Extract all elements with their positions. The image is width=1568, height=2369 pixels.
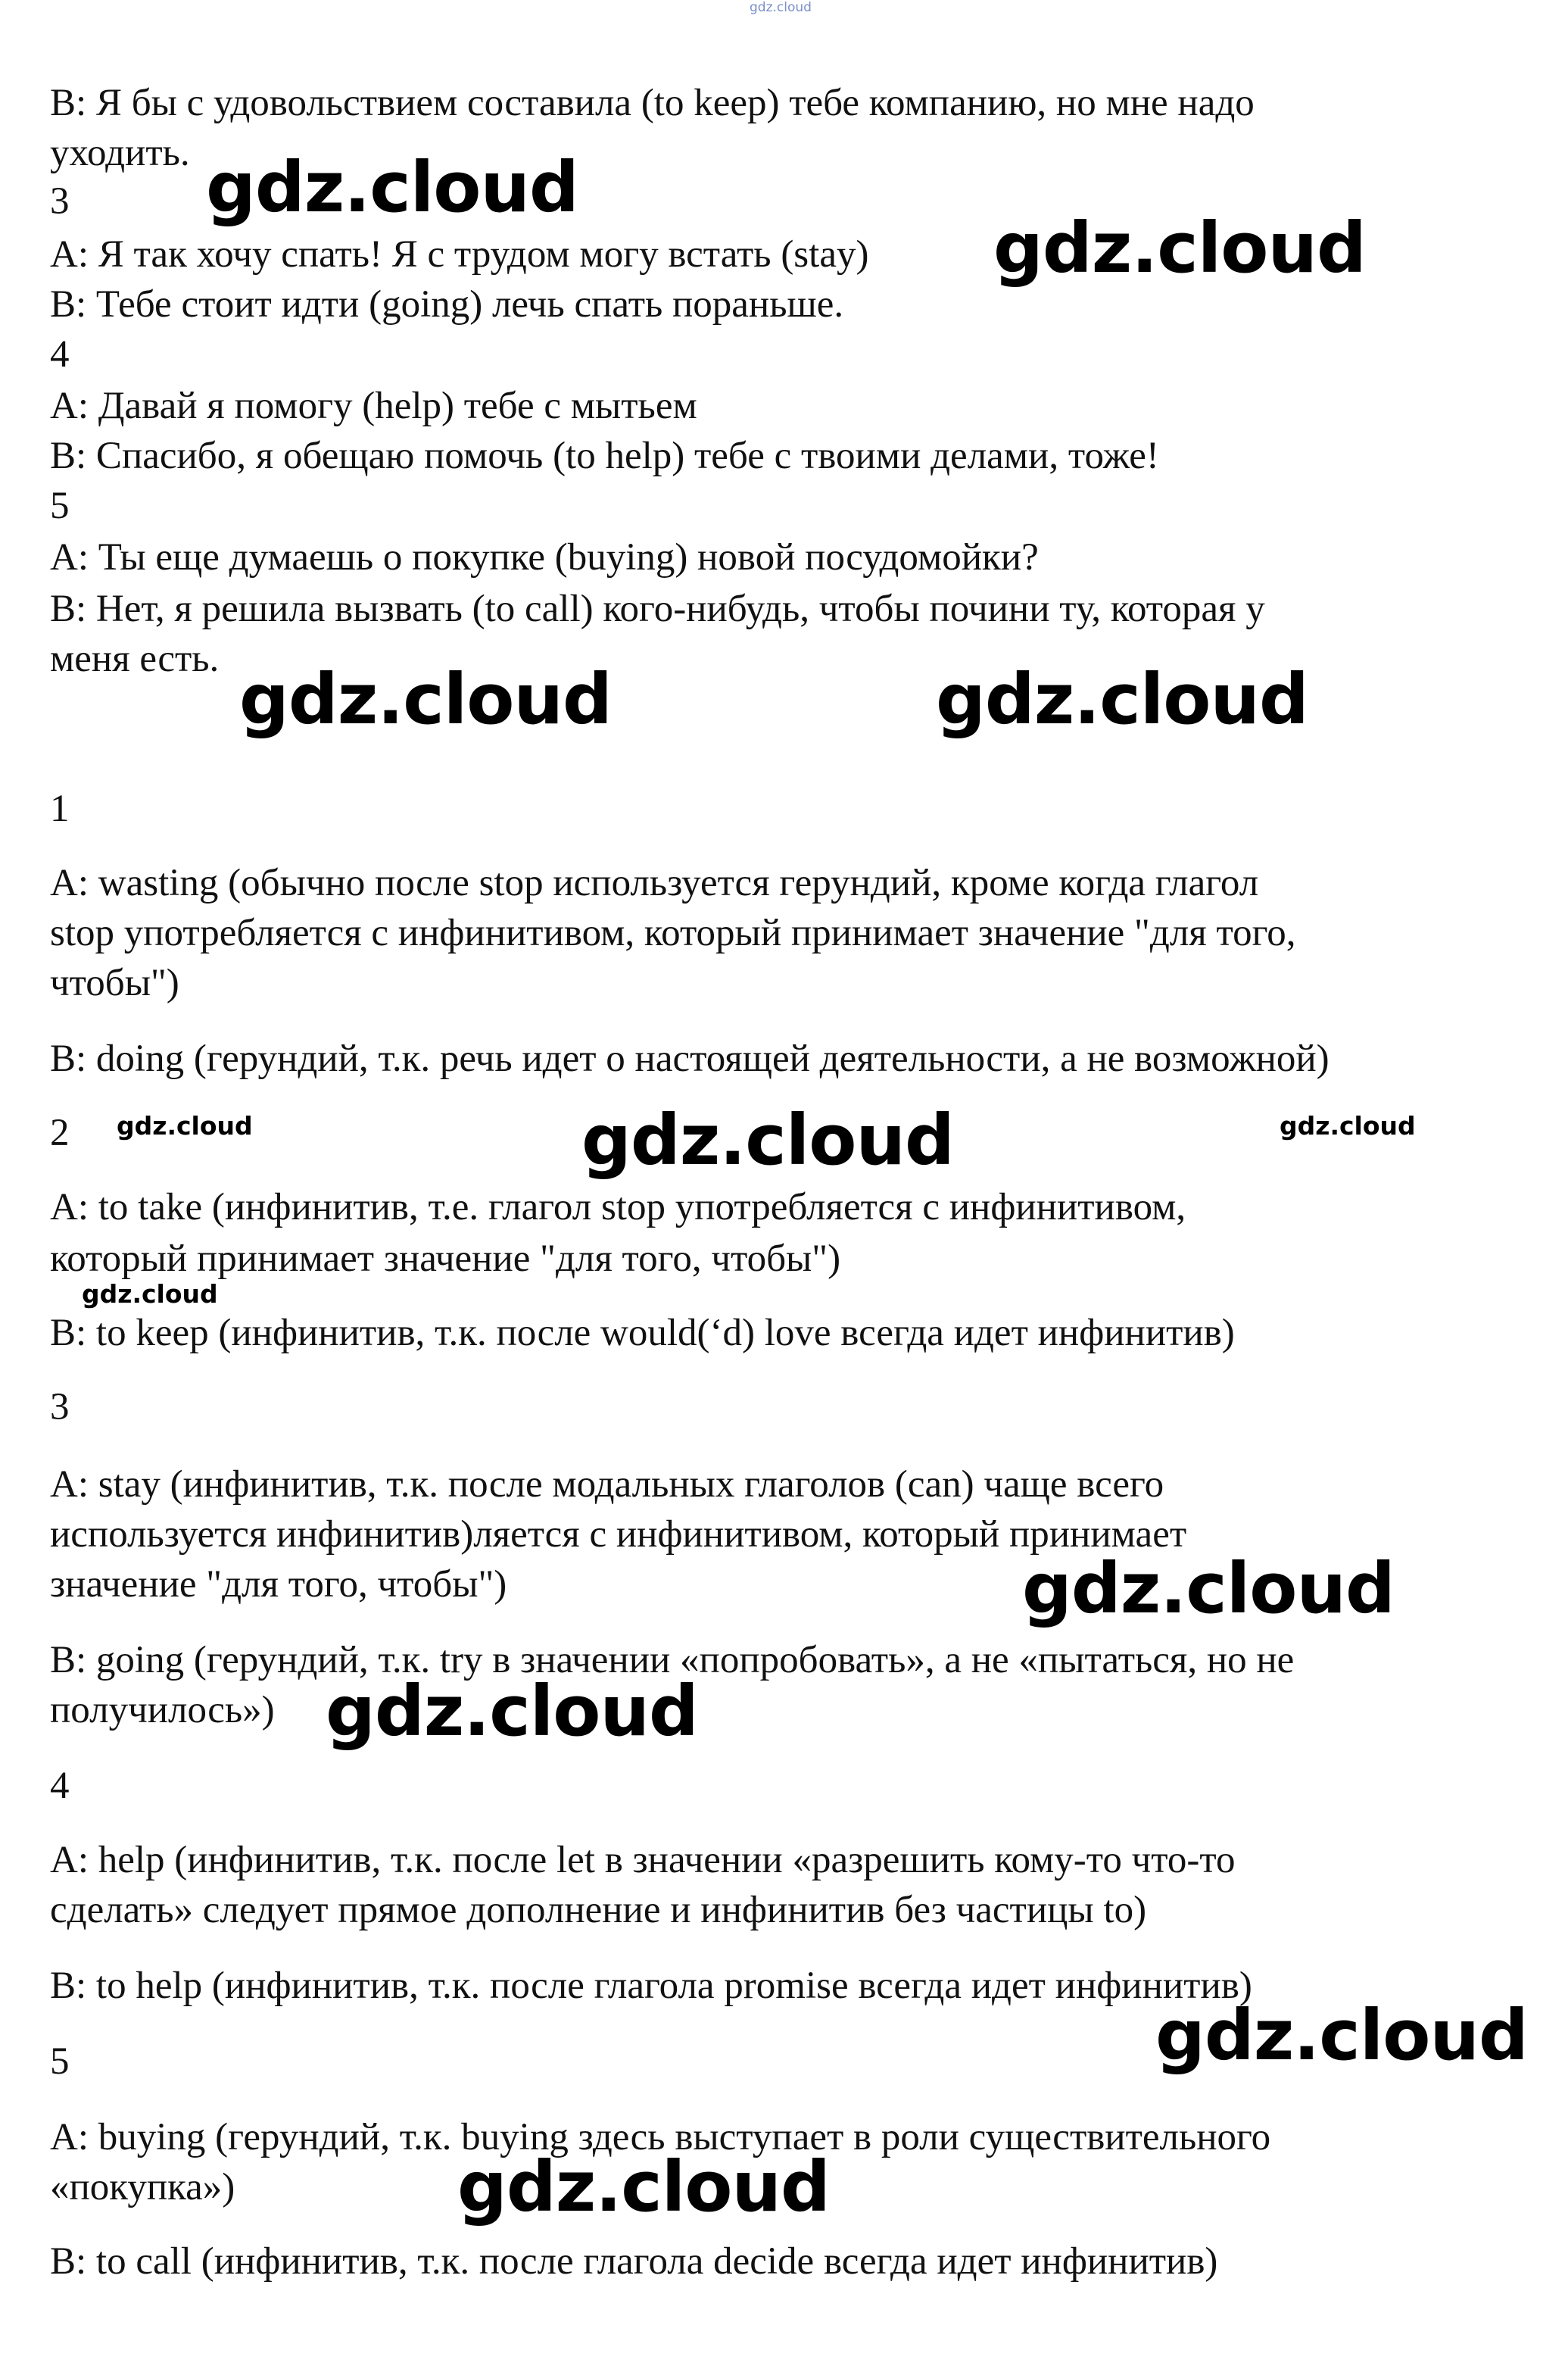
item-number: 1 [50, 788, 70, 830]
answer-line: чтобы") [50, 962, 179, 1004]
answer-line: B: to keep (инфинитив, т.к. после would(‘d) love всегда идет инфинитив) [50, 1312, 1235, 1354]
answer-line: получилось») [50, 1689, 275, 1731]
watermark: gdz.cloud [239, 659, 612, 740]
answer-line: B: doing (герундий, т.к. речь идет о настоящей деятельности, а не возможной) [50, 1038, 1330, 1080]
answer-line: B: going (герундий, т.к. try в значении «попробовать», а не «пытаться, но не [50, 1639, 1295, 1681]
answer-line: B: to help (инфинитив, т.к. после глагола promise всегда идет инфинитив) [50, 1965, 1252, 2007]
item-number: 4 [50, 1765, 70, 1807]
answer-line: A: help (инфинитив, т.к. после let в значении «разрешить кому-то что-то [50, 1839, 1236, 1881]
watermark: gdz.cloud [1155, 1995, 1528, 2076]
text-line: B: Я бы с удовольствием составила (to keep) тебе компанию, но мне надо [50, 82, 1255, 124]
watermark: gdz.cloud [326, 1671, 698, 1752]
answer-line: stop употребляется с инфинитивом, который принимает значение "для того, [50, 912, 1296, 954]
watermark: gdz.cloud [581, 1100, 954, 1181]
watermark: gdz.cloud [936, 659, 1308, 740]
text-line: меня есть. [50, 638, 220, 680]
watermark: gdz.cloud [1022, 1548, 1395, 1629]
watermark: gdz.cloud [206, 147, 578, 228]
text-line: уходить. [50, 132, 190, 174]
watermark: gdz.cloud [117, 1111, 253, 1141]
answer-line: который принимает значение "для того, чтобы") [50, 1238, 841, 1280]
text-line: A: Я так хочу спать! Я с трудом могу встать (stay) [50, 233, 869, 276]
item-number: 2 [50, 1112, 70, 1154]
answer-line: используется инфинитив)ляется с инфинитивом, который принимает [50, 1513, 1187, 1556]
text-line: B: Спасибо, я обещаю помочь (to help) тебе с твоими делами, тоже! [50, 435, 1159, 477]
item-number: 5 [50, 485, 70, 527]
header-watermark: gdz.cloud [750, 0, 812, 15]
answer-line: A: wasting (обычно после stop используется герундий, кроме когда глагол [50, 862, 1259, 904]
answer-line: B: to call (инфинитив, т.к. после глагола decide всегда идет инфинитив) [50, 2240, 1218, 2283]
watermark: gdz.cloud [82, 1279, 218, 1309]
item-number: 4 [50, 333, 70, 376]
text-line: A: Давай я помогу (help) тебе с мытьем [50, 385, 697, 427]
text-line: B: Нет, я решила вызвать (to call) кого-нибудь, чтобы почини ту, которая у [50, 588, 1265, 630]
answer-line: значение "для того, чтобы") [50, 1563, 507, 1606]
item-number: 5 [50, 2040, 70, 2083]
watermark: gdz.cloud [1280, 1111, 1416, 1141]
answer-line: сделать» следует прямое дополнение и инфинитив без частицы to) [50, 1889, 1147, 1931]
item-number: 3 [50, 1386, 70, 1428]
text-line: A: Ты еще думаешь о покупке (buying) новой посудомойки? [50, 536, 1039, 579]
watermark: gdz.cloud [993, 208, 1366, 289]
answer-line: A: buying (герундий, т.к. buying здесь выступает в роли существительного [50, 2116, 1271, 2158]
answer-line: A: to take (инфинитив, т.е. глагол stop употребляется с инфинитивом, [50, 1186, 1186, 1228]
text-line: B: Тебе стоит идти (going) лечь спать пораньше. [50, 283, 844, 326]
item-number: 3 [50, 180, 70, 223]
watermark: gdz.cloud [457, 2146, 830, 2227]
answer-line: A: stay (инфинитив, т.к. после модальных глаголов (can) чаще всего [50, 1463, 1164, 1506]
answer-line: «покупка») [50, 2166, 235, 2208]
